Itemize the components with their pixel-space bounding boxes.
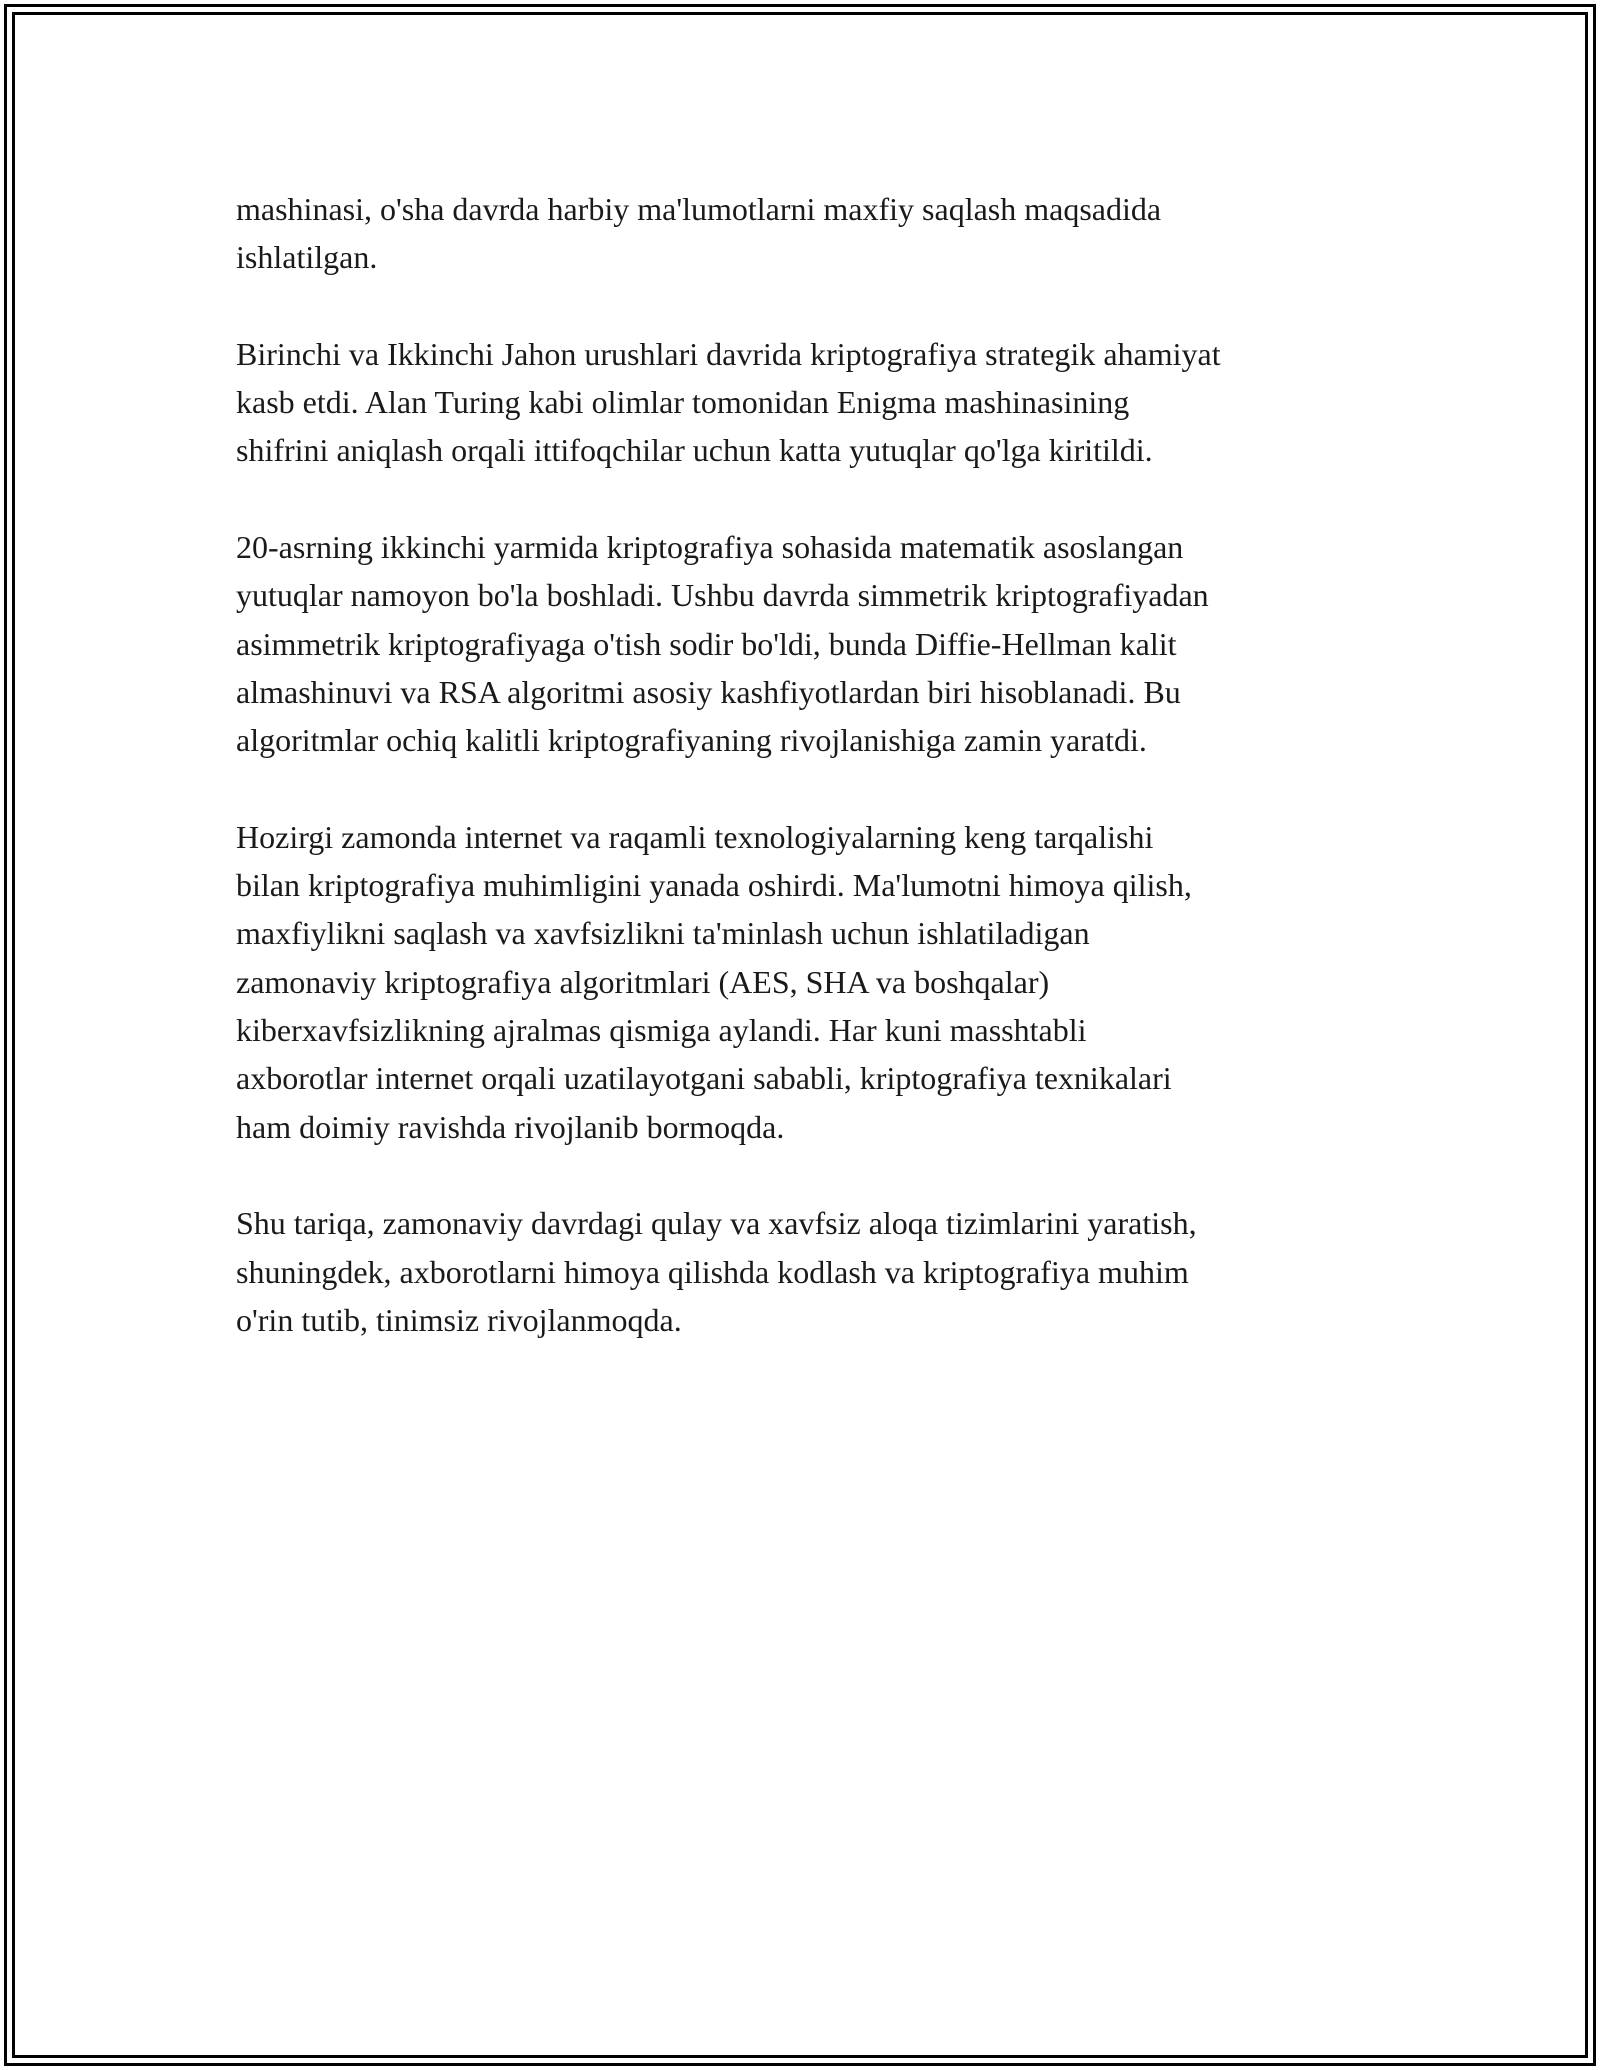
paragraph-line: Hozirgi zamonda internet va raqamli texnologiyalarning keng tarqalishi (236, 818, 1154, 855)
paragraph-line: asimmetrik kriptografiyaga o'tish sodir bo'ldi, bunda Diffie-Hellman kalit (236, 625, 1177, 662)
paragraph-line: algoritmlar ochiq kalitli kriptografiyaning rivojlanishiga zamin yaratdi. (236, 722, 1147, 759)
paragraph-line: Shu tariqa, zamonaviy davrdagi qulay va xavfsiz aloqa tizimlarini yaratish, (236, 1205, 1197, 1242)
paragraph-world-wars (236, 330, 1376, 475)
paragraph-line: shuningdek, axborotlarni himoya qilishda kodlash va kriptografiya muhim (236, 1253, 1189, 1290)
paragraph-line: maxfiylikni saqlash va xavfsizlikni ta'minlash uchun ishlatiladigan (236, 915, 1090, 952)
paragraph-line: ishlatilgan. (236, 239, 378, 276)
paragraph-conclusion (236, 1199, 1376, 1344)
paragraph-line: bilan kriptografiya muhimligini yanada oshirdi. Ma'lumotni himoya qilish, (236, 867, 1192, 904)
paragraph-line: ham doimiy ravishda rivojlanib bormoqda. (236, 1108, 785, 1145)
paragraph-line: 20-asrning ikkinchi yarmida kriptografiya sohasida matematik asoslangan (236, 529, 1184, 566)
paragraph-line: mashinasi, o'sha davrda harbiy ma'lumotlarni maxfiy saqlash maqsadida (236, 191, 1162, 227)
paragraph-line: yutuqlar namoyon bo'la boshladi. Ushbu davrda simmetrik kriptografiyadan (236, 577, 1209, 614)
paragraph-line: Birinchi va Ikkinchi Jahon urushlari davrida kriptografiya strategik ahamiyat (236, 335, 1221, 372)
paragraph-line: almashinuvi va RSA algoritmi asosiy kashfiyotlardan biri hisoblanadi. Bu (236, 673, 1181, 710)
paragraph-line: axborotlar internet orqali uzatilayotgani sababli, kriptografiya texnikalari (236, 1060, 1172, 1097)
paragraph-enigma-machine (236, 185, 1376, 282)
paragraph-20th-century (236, 523, 1376, 764)
paragraph-line: kiberxavfsizlikning ajralmas qismiga aylandi. Har kuni masshtabli (236, 1012, 1087, 1049)
paragraph-line: zamonaviy kriptografiya algoritmlari (AES, SHA va boshqalar) (236, 963, 1050, 1000)
paragraph-line: shifrini aniqlash orqali ittifoqchilar uchun katta yutuqlar qo'lga kiritildi. (236, 432, 1153, 469)
paragraph-modern-era (236, 813, 1376, 1151)
paragraph-line: o'rin tutib, tinimsiz rivojlanmoqda. (236, 1301, 682, 1338)
paragraph-line: kasb etdi. Alan Turing kabi olimlar tomonidan Enigma mashinasining (236, 384, 1130, 421)
page-content (236, 185, 1376, 1392)
